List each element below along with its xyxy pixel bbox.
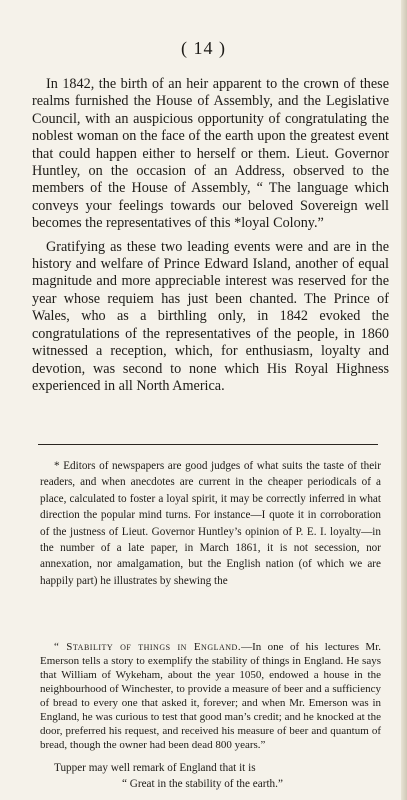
closing-text	[40, 760, 381, 792]
paragraph-2: Gratifying as these two leading events were and are in the history and welfare of Prince Edward Island, another of equal magnitude and more appreciable interest was reserved for the year whose requiem has just been chanted. The Prince of Wales, who as a birthling only, in 1842 evoked the congratulations of the representatives of the people, in 1860 witnessed a reception, which, for enthusiasm, loyalty and devotion, was second to none which His Royal Highness experienced in all North America.	[32, 238, 389, 394]
page-edge	[401, 0, 407, 800]
page-number: ( 14 )	[181, 38, 226, 58]
quoted-anecdote	[40, 640, 381, 752]
closing-line: Tupper may well remark of England that it is	[54, 762, 256, 774]
paragraph-1: In 1842, the birth of an heir apparent to the crown of these realms furnished the House of Assembly, and the Legislative Council, with an auspicious opportunity of congratulating the noblest woman on the face of the earth upon the greatest event that could happen either to herself or them. Lieut. Governor Huntley, on the occasion of an Address, observed to the members of the House of Assembly, “ The language which conveys your feelings towards our beloved Sovereign well becomes the representatives of this *loyal Colony.”	[32, 76, 389, 232]
quote-paragraph	[40, 640, 381, 752]
quote-text: —In one of his lectures Mr. Emerson tells a story to exemplify the stability of things in England. He says that William of Wykeham, about the year 1050, endowed a house in the neighbourhood of Winchester, to provide a measure of beer and a sufficiency of bread to every one that asked it, forever; and when Mr. Emerson was in England, he was curious to test that good man’s credit; and he knocked at the door, preferred his request, and received his measure of beer and quantum of bread, though the owner had been dead 800 years.”	[40, 641, 381, 751]
footnote-text: * Editors of newspapers are good judges of what suits the taste of their readers, and when anecdotes are current in the cheaper periodicals of a place, calculated to foster a loyal spirit, it may be correctly inferred in what direction the popular mind turns. For instance—I quote it in corroboration of the justness of Lieut. Governor Huntley’s opinion of P. E. I. loyalty—in the number of a late paper, in March 1861, it is not secession, nor annexation, nor amalgamation, but the English nation (of which we are happily part) he illustrates by shewing the	[40, 460, 381, 587]
footnote-rule	[38, 444, 378, 445]
verse-line: “ Great in the stability of the earth.”	[122, 778, 283, 790]
main-text	[32, 76, 389, 395]
footnote	[40, 458, 381, 589]
quote-heading: “ Stability of things in England.	[54, 641, 242, 653]
